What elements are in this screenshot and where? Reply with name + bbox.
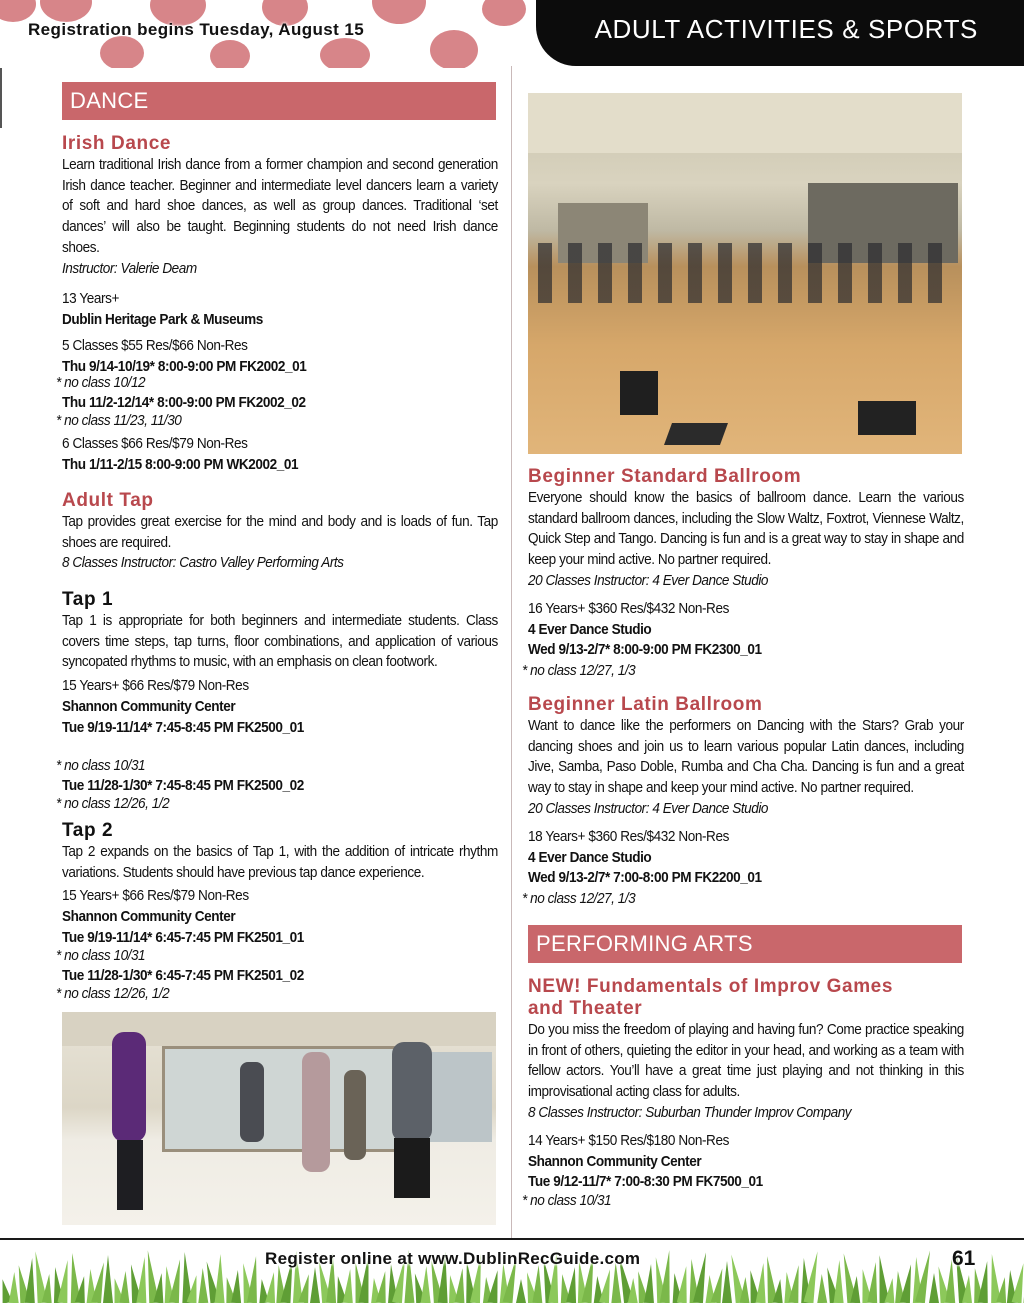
photo-ceiling — [528, 93, 962, 153]
tap2-description: Tap 2 expands on the basics of Tap 1, with the addition of intricate rhythm variations. Students should have previous tap dance experience. — [62, 844, 498, 881]
photo-speaker — [620, 371, 658, 415]
photo-dancer — [112, 1032, 146, 1142]
section-tab — [536, 0, 1024, 66]
irish-dance-instructor: Instructor: Valerie Deam — [62, 260, 197, 277]
photo-dancer — [302, 1052, 330, 1172]
photo-dancer — [344, 1070, 366, 1160]
session-note: * no class 12/26, 1/2 — [56, 986, 170, 1002]
session-note: * no class 10/12 — [56, 375, 146, 391]
location-line: Shannon Community Center — [62, 698, 236, 715]
tap2-title: Tap 2 — [62, 820, 114, 841]
section-title: ADULT ACTIVITIES & SPORTS — [594, 14, 978, 44]
latin-ballroom-block — [528, 694, 962, 889]
dance-section-heading: DANCE — [62, 82, 496, 120]
tap1-title: Tap 1 — [62, 589, 114, 610]
age-fee-line: 15 Years+ $66 Res/$79 Non-Res — [62, 678, 249, 695]
session-line: Tue 9/19-11/14* 7:45-8:45 PM FK2500_01 — [62, 719, 304, 736]
performing-arts-heading: PERFORMING ARTS — [528, 925, 962, 963]
standard-ballroom-block — [528, 466, 962, 661]
tap1-description: Tap 1 is appropriate for both beginners and intermediate students. Class covers time steps, tap turns, floor combinations, and application of various syncopated rhythms to music, with an emphasis on clean footwork. — [62, 613, 498, 671]
location-line: 4 Ever Dance Studio — [528, 621, 652, 638]
adult-tap-block — [62, 490, 496, 573]
flower-decoration — [320, 38, 370, 68]
improv-title-line2: and Theater — [528, 998, 643, 1019]
location-line: Shannon Community Center — [528, 1153, 702, 1170]
location-line: Dublin Heritage Park & Museums — [62, 311, 263, 328]
session-note: * no class 10/31 — [56, 758, 146, 774]
tap1-block — [62, 589, 496, 738]
adult-tap-description: Tap provides great exercise for the mind and body and is loads of fun. Tap shoes are required. — [62, 514, 498, 551]
irish-dance-description: Learn traditional Irish dance from a former champion and second generation Irish dance teacher. Beginner and intermediate level dancers learn a variety of soft and hard shoe dances, as well as group dances. Traditional ‘set dances’ will also be taught. Beginning students do not need Irish dance shoes. — [62, 157, 498, 256]
session-line: Tue 11/28-1/30* 7:45-8:45 PM FK2500_02 — [62, 778, 304, 794]
session-note: * no class 12/27, 1/3 — [522, 663, 636, 679]
session-line: Tue 11/28-1/30* 6:45-7:45 PM FK2501_02 — [62, 968, 304, 984]
fee-line: 6 Classes $66 Res/$79 Non-Res — [62, 436, 248, 452]
photo-dancer — [392, 1042, 432, 1142]
adult-tap-instructor: 8 Classes Instructor: Castro Valley Performing Arts — [62, 555, 344, 572]
latin-ballroom-instructor: 20 Classes Instructor: 4 Ever Dance Studio — [528, 800, 768, 817]
ballroom-photo — [528, 93, 962, 454]
flower-decoration — [372, 0, 426, 24]
registration-banner: Registration begins Tuesday, August 15 — [28, 20, 365, 39]
tap2-block — [62, 820, 496, 949]
tap-class-photo — [62, 1012, 496, 1225]
photo-dancers — [538, 243, 948, 303]
margin-rule — [0, 68, 2, 128]
photo-dancer — [240, 1062, 264, 1142]
photo-dancer — [117, 1140, 143, 1210]
column-divider — [511, 66, 512, 1238]
location-line: Shannon Community Center — [62, 909, 236, 926]
session-note: * no class 10/31 — [56, 948, 146, 964]
session-line: Tue 9/19-11/14* 6:45-7:45 PM FK2501_01 — [62, 929, 304, 946]
standard-ballroom-description: Everyone should know the basics of ballroom dance. Learn the various standard ballroom dances, including the Slow Waltz, Foxtrot, Viennese Waltz, Quick Step and Tango. Dancing is fun and is a great way to stay in shape and keep your mind active. No partner required. — [528, 490, 964, 569]
flower-decoration — [210, 40, 250, 68]
improv-block — [528, 976, 962, 1193]
irish-dance-schedule — [62, 289, 496, 378]
age-line: 13 Years+ — [62, 291, 119, 307]
session-line: Thu 1/11-2/15 8:00-9:00 PM WK2002_01 — [62, 457, 299, 473]
location-line: 4 Ever Dance Studio — [528, 849, 652, 866]
adult-tap-title: Adult Tap — [62, 490, 154, 511]
session-line: Tue 9/12-11/7* 7:00-8:30 PM FK7500_01 — [528, 1174, 763, 1191]
flower-decoration — [40, 0, 92, 22]
flower-decoration — [0, 0, 36, 22]
session-line: Thu 9/14-10/19* 8:00-9:00 PM FK2002_01 — [62, 359, 307, 376]
improv-title: NEW! Fundamentals of Improv Games — [528, 976, 894, 997]
register-online-text: Register online at www.DublinRecGuide.com — [265, 1249, 641, 1268]
session-line: Thu 11/2-12/14* 8:00-9:00 PM FK2002_02 — [62, 395, 306, 411]
photo-laptop — [858, 401, 916, 435]
irish-dance-block — [62, 133, 496, 279]
session-note: * no class 12/26, 1/2 — [56, 796, 170, 812]
session-line: Wed 9/13-2/7* 7:00-8:00 PM FK2200_01 — [528, 870, 762, 887]
header-band — [0, 0, 1024, 68]
footer-rule — [0, 1238, 1024, 1240]
flower-decoration — [430, 30, 478, 68]
standard-ballroom-instructor: 20 Classes Instructor: 4 Ever Dance Studio — [528, 572, 768, 589]
session-line: Wed 9/13-2/7* 8:00-9:00 PM FK2300_01 — [528, 642, 762, 659]
session-note: * no class 11/23, 11/30 — [56, 413, 182, 429]
age-fee-line: 18 Years+ $360 Res/$432 Non-Res — [528, 828, 729, 845]
flower-decoration — [100, 36, 144, 68]
flower-decoration — [482, 0, 526, 26]
page-number: 61 — [952, 1247, 976, 1270]
age-fee-line: 14 Years+ $150 Res/$180 Non-Res — [528, 1132, 729, 1149]
improv-description: Do you miss the freedom of playing and having fun? Come practice speaking in front of others, quieting the editor in your head, and working as a team with fellow actors. You’ll have a great time just playing and not thinking in this improvisational acting class for adults. — [528, 1022, 964, 1101]
standard-ballroom-title: Beginner Standard Ballroom — [528, 466, 802, 487]
photo-mixer — [664, 423, 728, 445]
photo-dancer — [394, 1138, 430, 1198]
age-fee-line: 15 Years+ $66 Res/$79 Non-Res — [62, 888, 249, 905]
session-note: * no class 12/27, 1/3 — [522, 891, 636, 907]
footer — [0, 1238, 1024, 1303]
improv-instructor: 8 Classes Instructor: Suburban Thunder Improv Company — [528, 1104, 852, 1121]
irish-dance-title: Irish Dance — [62, 133, 172, 154]
fee-line: 5 Classes $55 Res/$66 Non-Res — [62, 338, 248, 355]
latin-ballroom-description: Want to dance like the performers on Dancing with the Stars? Grab your dancing shoes and join us to learn various popular Latin dances, including Jive, Samba, Paso Doble, Rumba and Cha Cha. Dancing is fun and a great way to stay in shape and keep your mind active. No partner required. — [528, 718, 964, 797]
session-note: * no class 10/31 — [522, 1193, 612, 1209]
latin-ballroom-title: Beginner Latin Ballroom — [528, 694, 763, 715]
age-fee-line: 16 Years+ $360 Res/$432 Non-Res — [528, 600, 729, 617]
